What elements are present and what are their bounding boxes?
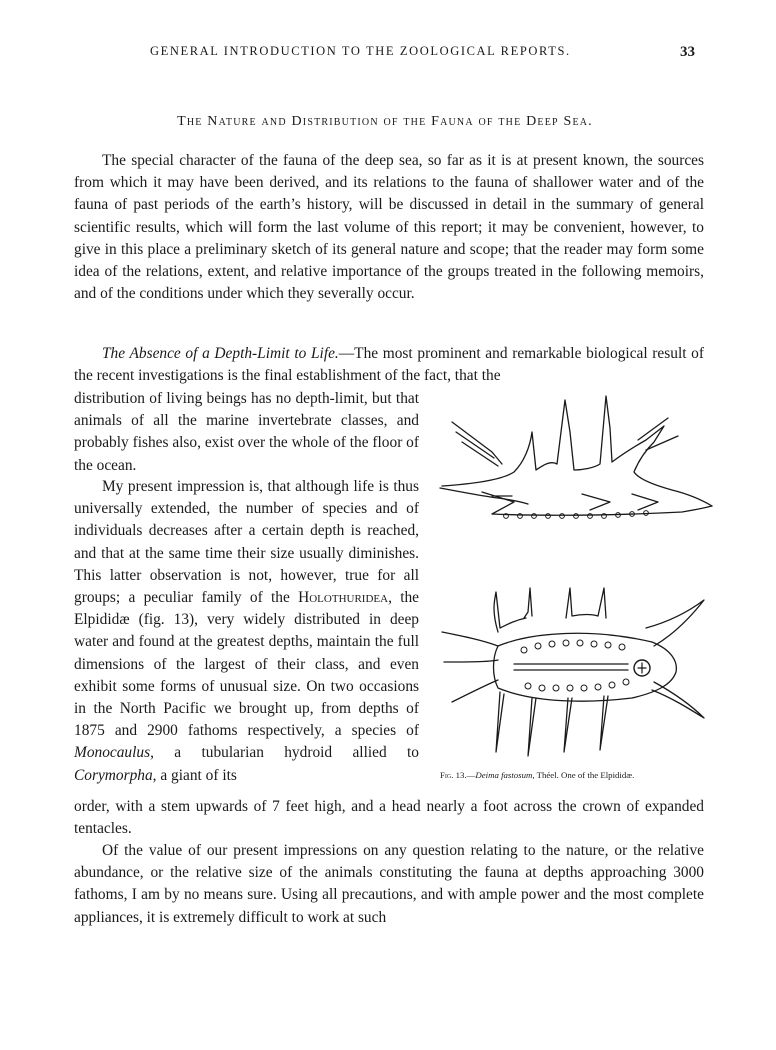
page-number: 33 [680,44,695,60]
caption-label: Fig. 13.— [440,770,476,780]
paragraph-impression-continued: order, with a stem upwards of 7 feet high, and a head nearly a foot across the crown of expanded tentacles. [74,798,704,838]
paragraph-impression: My present impression is, that although life is thus universally extended, the number of species and of individuals decreases after a certain depth is reached, and that at the same time their size usually diminishes. This latter observation is not, however, true for all groups; a peculiar family of the Holothuridea, the Elpididæ (fig. 13), very widely distributed in deep water and found at the greatest depths, maintain the full dimensions of the largest of their class, and even exhibit some forms of unusual size. On two occasions in the North Pacific we brought up, from depths of 1875 and 2900 fathoms respectively, a species of Monocaulus, a tubularian hydroid allied to Corymorpha, a giant of its [74,478,420,784]
paragraph-heading: The Absence of a Depth-Limit to Life. [102,345,339,362]
paragraph-value: Of the value of our present impressions on any question relating to the nature, or the relative abundance, or the relative size of the animals constituting the fauna at depths approaching 3000 fathoms, I am by no means sure. Using all precautions, and with ample power and the most complete appliances, it is extremely difficult to work at such [74,842,704,926]
taxon-corymorpha: Corymorpha [74,766,153,784]
paragraph-text: —The most prominent and remarkable biological result of the recent investigations is the final establishment of the fact, that the [74,345,704,385]
paragraph-intro: The special character of the fauna of the deep sea, so far as it is at present known, the sources from which it may have been derived, and its relations to the fauna of shallower water and of the fauna of past periods of the earth’s history, will be discussed in detail in the summary of general scientific results, which will form the last volume of this report; it may be convenient, however, to give in this place a preliminary sketch of its general nature and scope; that the reader may form some idea of the relations, extent, and relative importance of the groups treated in the following memoirs, and of the conditions under which they severally occur. [74,152,704,303]
figure-caption [440,770,720,780]
caption-species: Deima fastosum [475,770,533,780]
running-head: GENERAL INTRODUCTION TO THE ZOOLOGICAL REPORTS. [150,44,571,58]
taxon-monocaulus: Monocaulus [74,744,151,762]
lateral-view-drawing [440,396,712,518]
paragraph-depth-limit-wrap: distribution of living beings has no depth-limit, but that animals of all the marine invertebrate classes, and probably fishes also, exist over the whole of the floor of the ocean. [74,390,419,474]
figure-elpididae [432,392,722,782]
taxon-holothuridea: Holothuridea [298,589,389,607]
paragraph-depth-limit-top [74,343,704,387]
figure-illustration [432,392,722,772]
caption-rest: , Théel. One of the Elpididæ. [532,770,635,780]
ventral-view-drawing [442,588,704,756]
section-title: The Nature and Distribution of the Fauna of the Deep Sea. [177,114,593,129]
